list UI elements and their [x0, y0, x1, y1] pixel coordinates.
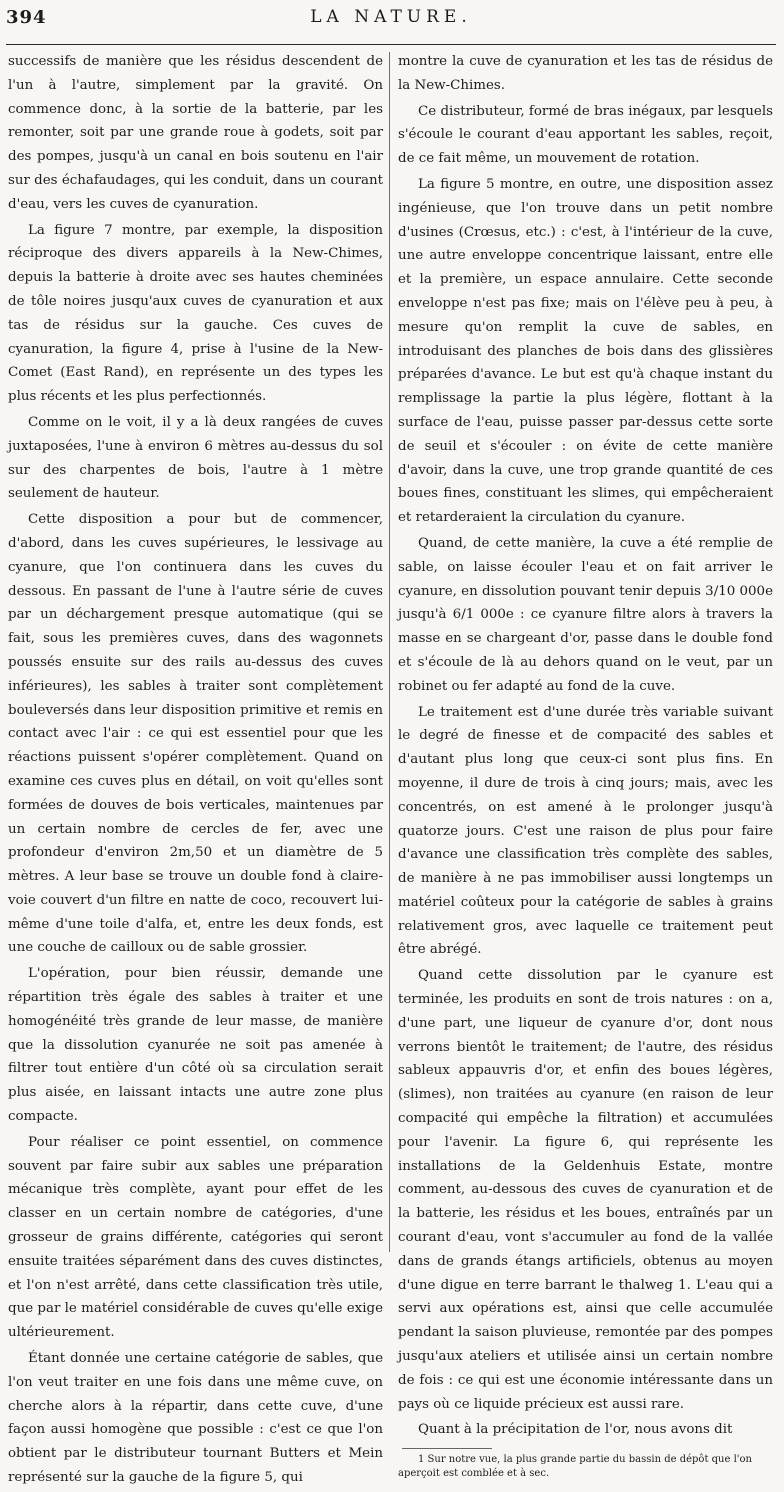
paragraph: Cette disposition a pour but de commencer, d'abord, dans les cuves supérieures, le lessivage au cyanure, que l'on continuera dans les cuves du dessous. En passant de l'une à l'autre série de cuves par un déchargement presque automatique (qui se fait, sous les premières cuves, dans des wagonnets poussés ensuite sur des rails au-dessus des cuves inférieures), les sables à traiter sont complètement bouleversés dans leur disposition primitive et remis en contact avec l'air : ce qui est essentiel pour que les réactions puissent s'opérer complètement. Quand on examine ces cuves plus en détail, on voit qu'elles sont formées de douves de bois verticales, maintenues par un certain nombre de cercles de fer, avec une profondeur d'environ 2m,50 et un diamètre de 5 mètres. A leur base se trouve un double fond à claire-voie couvert d'un filtre en natte de coco, recouvert lui-même d'une toile d'alfa, et, entre les deux fonds, est une couche de cailloux ou de sable grossier.: [8, 512, 383, 956]
paragraph: Étant donnée une certaine catégorie de sables, que l'on veut traiter en une fois dans une même cuve, on cherche alors à la répartir, dans cette cuve, d'une façon aussi homogène que possible : c'est ce que l'on obtient par le distributeur tournant Butters et Mein représenté sur la gauche de la figure 5, qui: [8, 1351, 383, 1486]
journal-title: LA NATURE.: [310, 7, 472, 27]
page-header: [6, 2, 776, 45]
page-number: 394: [6, 7, 47, 28]
paragraph: La figure 5 montre, en outre, une disposition assez ingénieuse, que l'on trouve dans un petit nombre d'usines (Crœsus, etc.) : c'est, à l'intérieur de la cuve, une autre enveloppe concentrique laissant, entre elle et la première, un espace annulaire. Cette seconde enveloppe n'est pas fixe; mais on l'élève peu à peu, à mesure qu'on remplit la cuve de sables, en introduisant des planches de bois dans des glissières préparées d'avance. Le but est qu'à chaque instant du remplissage la partie la plus légère, flottant à la surface de l'eau, puisse passer par-dessus cette sorte de seuil et s'écouler : on évite de cette manière d'avoir, dans la cuve, une trop grande quantité de ces boues fines, constituant les slimes, qui empêcheraient et retarderaient la circulation du cyanure.: [398, 176, 773, 526]
footnote-rule: [402, 1448, 492, 1449]
paragraph: successifs de manière que les résidus descendent de l'un à l'autre, simplement par la gravité. On commence donc, à la sortie de la batterie, par les remonter, soit par une grande roue à godets, soit par des pompes, jusqu'à un canal en bois soutenu en l'air sur des échafaudages, qui les conduit, dans un courant d'eau, vers les cuves de cyanuration.: [8, 54, 383, 212]
paragraph: montre la cuve de cyanuration et les tas de résidus de la New-Chimes.: [398, 54, 773, 93]
left-column: [8, 50, 383, 1492]
paragraph: Le traitement est d'une durée très variable suivant le degré de finesse et de compacité des sables et d'autant plus long que ceux-ci sont plus fins. En moyenne, il dure de trois à cinq jours; mais, avec les concentrés, on est amené à le prolonger jusqu'à quatorze jours. C'est une raison de plus pour faire d'avance une classification très complète des sables, de manière à ne pas immobiliser aussi longtemps un matériel coûteux pour la catégorie de sables à grains relativement gros, avec laquelle ce traitement peut être abrégé.: [398, 704, 773, 958]
paragraph: Comme on le voit, il y a là deux rangées de cuves juxtaposées, l'une à environ 6 mètres au-dessus du sol sur des charpentes de bois, l'autre à 1 mètre seulement de hauteur.: [8, 414, 383, 502]
paragraph: Ce distributeur, formé de bras inégaux, par lesquels s'écoule le courant d'eau apportant les sables, reçoit, de ce fait même, un mouvement de rotation.: [398, 103, 773, 167]
paragraph: La figure 7 montre, par exemple, la disposition réciproque des divers appareils à la New-Chimes, depuis la batterie à droite avec ses hautes cheminées de tôle noires jusqu'aux cuves de cyanuration et aux tas de résidus sur la gauche. Ces cuves de cyanuration, la figure 4, prise à l'usine de la New-Comet (East Rand), en représente un des types les plus récents et les plus perfectionnés.: [8, 222, 383, 405]
right-column: [398, 50, 773, 1483]
column-divider: [389, 52, 390, 1252]
paragraph: Quant à la précipitation de l'or, nous avons dit: [418, 1422, 733, 1438]
paragraph: L'opération, pour bien réussir, demande une répartition très égale des sables à traiter et une homogénéité très grande de leur masse, de manière que la dissolution cyanurée ne soit pas amenée à filtrer tout entière d'un côté où sa circulation serait plus aisée, en laissant intacts une autre zone plus compacte.: [8, 966, 383, 1125]
paragraph: Quand, de cette manière, la cuve a été remplie de sable, on laisse écouler l'eau et on fait arriver le cyanure, en dissolution pouvant tenir depuis 3/10 000e jusqu'à 6/1 000e : ce cyanure filtre alors à travers la masse en se chargeant d'or, passe dans le double fond et s'écoule de là au dehors quand on le veut, par un robinet ou fer adapté au fond de la cuve.: [398, 535, 773, 694]
paragraph: Pour réaliser ce point essentiel, on commence souvent par faire subir aux sables une préparation mécanique très complète, ayant pour effet de les classer en un certain nombre de catégories, d'une grosseur de grains différente, catégories qui seront ensuite traitées séparément dans des cuves distinctes, et l'on n'est arrêté, dans cette classification très utile, que par le matériel considérable de cuves qu'elle exige ultérieurement.: [8, 1134, 383, 1341]
paragraph: Quand cette dissolution par le cyanure est terminée, les produits en sont de trois natures : on a, d'une part, une liqueur de cyanure d'or, dont nous verrons bientôt le traitement; de l'autre, des résidus sableux appauvris d'or, et enfin des boues légères, (slimes), non traitées au cyanure (en raison de leur compacité qui empêche la filtration) et accumulées pour l'avenir. La figure 6, qui représente les installations de la Geldenhuis Estate, montre comment, au-dessous des cuves de cyanuration et de la batterie, les résidus et les boues, entraînés par un courant d'eau, vont s'accumuler au fond de la vallée dans de grands étangs artificiels, obtenus au moyen d'une digue en terre barrant le thalweg 1. L'eau qui a servi aux opérations est, ainsi que celle accumulée pendant la saison pluvieuse, remontée par des pompes jusqu'aux ateliers et utilisée ainsi un certain nombre de fois : ce qui est une économie intéressante dans un pays où ce liquide précieux est aussi rare.: [398, 968, 773, 1412]
footnote: 1 Sur notre vue, la plus grande partie du bassin de dépôt que l'on aperçoit est comblée et à sec.: [398, 1454, 752, 1480]
